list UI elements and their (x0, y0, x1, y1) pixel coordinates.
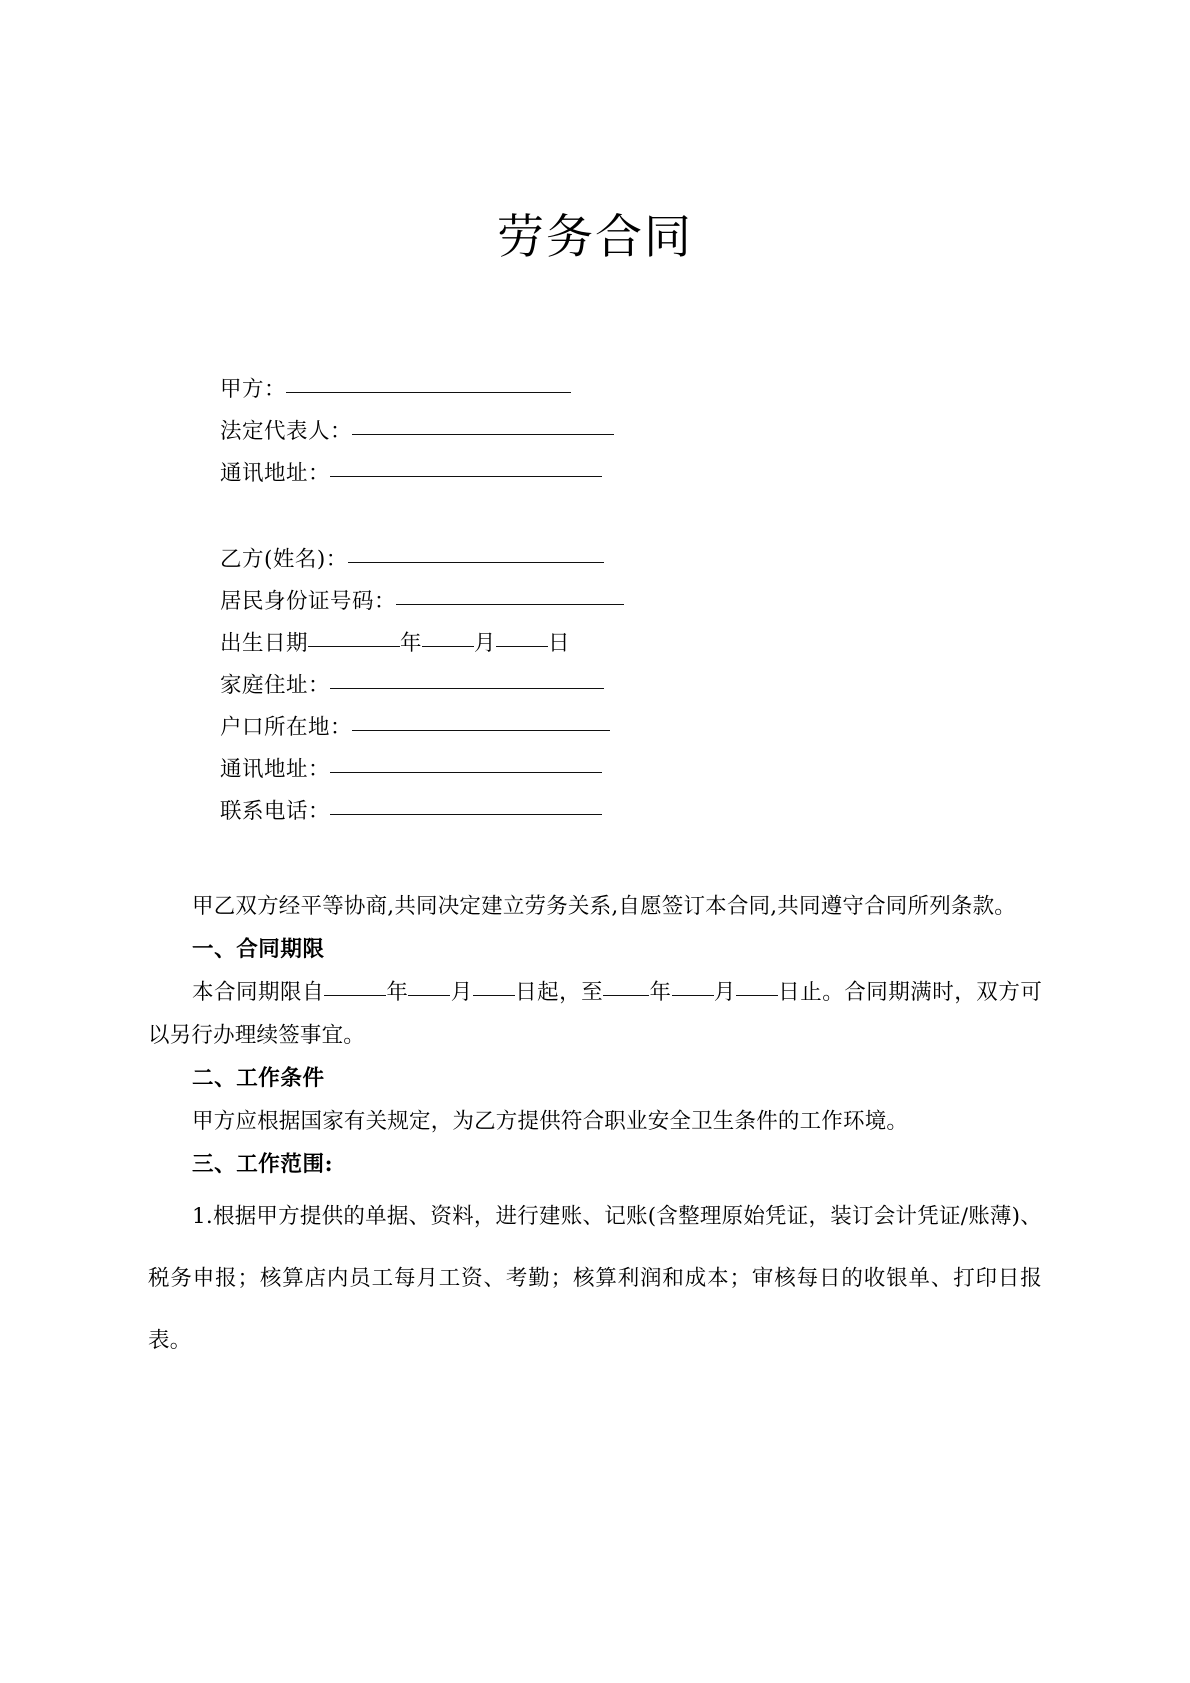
field-blank-home-address[interactable] (330, 688, 604, 689)
field-blank-birth-month[interactable] (422, 646, 474, 647)
term-blank-end-year[interactable] (603, 995, 649, 996)
field-blank-birth-day[interactable] (496, 646, 548, 647)
term-blank-end-month[interactable] (672, 995, 714, 996)
term-unit-end-year: 年 (649, 980, 672, 1005)
section-body-working-conditions: 甲方应根据国家有关规定，为乙方提供符合职业安全卫生条件的工作环境。 (192, 1109, 909, 1134)
field-blank-birth-year[interactable] (308, 646, 400, 647)
section-work-scope (148, 1143, 1042, 1372)
field-label-party-a-name: 甲方： (220, 377, 287, 402)
field-row-party-b-name (220, 539, 1042, 581)
field-unit-birth-month: 月 (474, 631, 497, 656)
section-body-work-scope-item-1: 1.根据甲方提供的单据、资料，进行建账、记账(含整理原始凭证，装订会计凭证/账薄)、税务申报；核算店内员工每月工资、考勤；核算利润和成本；审核每日的收银单、打印日报表。 (148, 1204, 1042, 1353)
section-body-contract-term (148, 971, 1042, 1057)
field-row-party-a-address (220, 453, 1042, 495)
term-blank-end-day[interactable] (736, 995, 778, 996)
field-label-home-address: 家庭住址： (220, 673, 331, 698)
field-row-legal-representative (220, 411, 1042, 453)
field-blank-party-b-name[interactable] (348, 562, 604, 563)
field-label-household-registration: 户口所在地： (220, 715, 353, 740)
field-blank-legal-representative[interactable] (352, 434, 614, 435)
term-blank-start-day[interactable] (473, 995, 515, 996)
field-label-birth-date: 出生日期 (220, 631, 309, 656)
term-unit-end-month: 月 (713, 980, 736, 1005)
field-blank-household-registration[interactable] (352, 730, 610, 731)
party-information-form (148, 369, 1042, 833)
field-blank-party-a-address[interactable] (330, 476, 602, 477)
field-unit-birth-year: 年 (400, 631, 423, 656)
field-row-household-registration (220, 707, 1042, 749)
term-text-suffix: 日止。合同期满时，双方可以另行办理续签事宜。 (148, 980, 1043, 1048)
field-blank-id-number[interactable] (396, 604, 624, 605)
form-section-divider (220, 495, 1042, 539)
term-blank-start-month[interactable] (408, 995, 450, 996)
page-title: 劳务合同 (497, 210, 693, 265)
party-b-fields (220, 539, 1042, 833)
field-row-birth-date (220, 623, 1042, 665)
party-a-fields (220, 369, 1042, 495)
term-text-prefix: 本合同期限自 (192, 980, 325, 1005)
field-blank-phone[interactable] (330, 814, 602, 815)
field-blank-party-b-address[interactable] (330, 772, 602, 773)
field-unit-birth-day: 日 (548, 631, 571, 656)
term-text-middle: 日起，至 (514, 980, 604, 1005)
page-content (148, 0, 1042, 1372)
field-blank-party-a-name[interactable] (286, 392, 571, 393)
section-heading-working-conditions: 二、工作条件 (192, 1066, 325, 1091)
field-row-party-a-name (220, 369, 1042, 411)
section-heading-contract-term: 一、合同期限 (192, 937, 325, 962)
field-label-party-b-address: 通讯地址： (220, 757, 331, 782)
section-working-conditions (148, 1057, 1042, 1143)
field-label-legal-representative: 法定代表人： (220, 419, 353, 444)
section-contract-term (148, 928, 1042, 1057)
intro-paragraph: 甲乙双方经平等协商,共同决定建立劳务关系,自愿签订本合同,共同遵守合同所列条款。 (192, 894, 1017, 919)
term-blank-start-year[interactable] (324, 995, 386, 996)
term-unit-start-month: 月 (450, 980, 473, 1005)
field-row-id-number (220, 581, 1042, 623)
term-unit-start-year: 年 (386, 980, 409, 1005)
field-label-id-number: 居民身份证号码： (220, 589, 397, 614)
field-label-phone: 联系电话： (220, 799, 331, 824)
field-row-phone (220, 791, 1042, 833)
field-row-home-address (220, 665, 1042, 707)
field-label-party-b-name: 乙方(姓名)： (220, 547, 348, 572)
section-heading-work-scope: 三、工作范围: (192, 1152, 334, 1177)
field-row-party-b-address (220, 749, 1042, 791)
field-label-party-a-address: 通讯地址： (220, 461, 331, 486)
